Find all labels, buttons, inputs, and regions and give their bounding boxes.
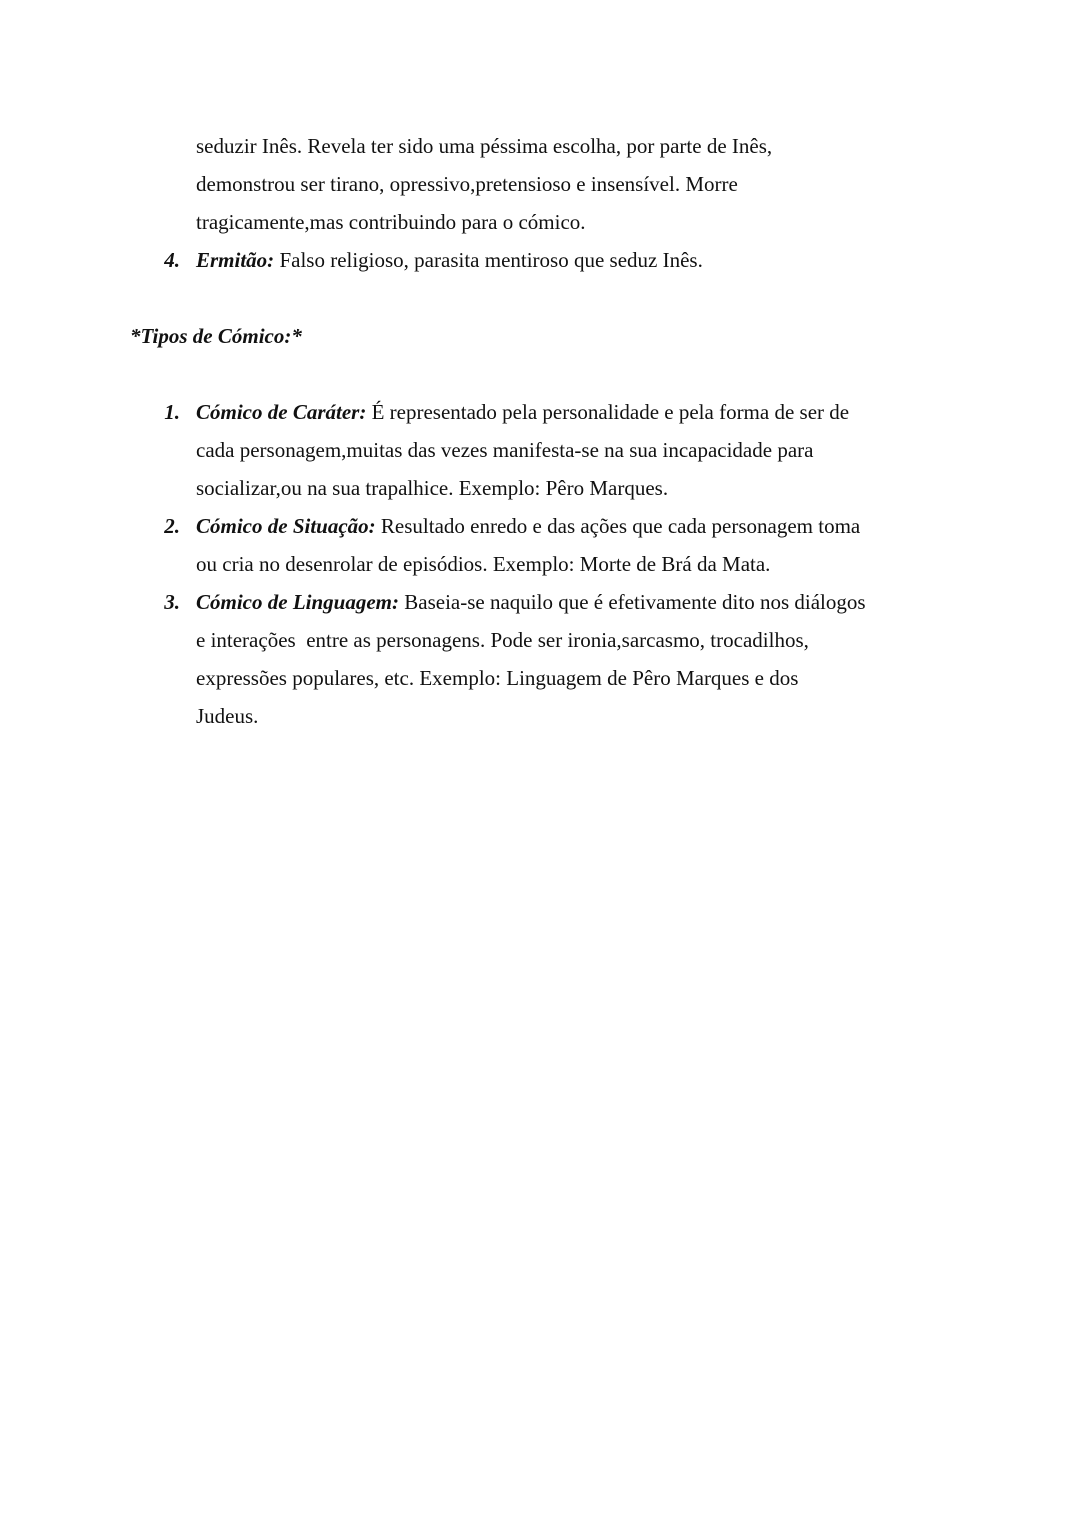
- list-item-text: Resultado enredo e das ações que cada personagem toma: [375, 514, 861, 538]
- list-item-term: Cómico de Situação:: [196, 514, 376, 538]
- list-number: 1.: [164, 400, 180, 424]
- list-item-term: Cómico de Caráter:: [196, 400, 367, 424]
- text-line: socializar,ou na sua trapalhice. Exemplo: Pêro Marques.: [196, 476, 669, 500]
- text-line: demonstrou ser tirano, opressivo,pretensioso e insensível. Morre: [196, 172, 738, 196]
- list-item-comico-linguagem: [196, 583, 866, 621]
- text-line: cada personagem,muitas das vezes manifesta-se na sua incapacidade para: [196, 438, 814, 462]
- list-item-text: Falso religioso, parasita mentiroso que seduz Inês.: [274, 248, 703, 272]
- list-item-text: É representado pela personalidade e pela forma de ser de: [366, 400, 850, 424]
- list-number: 3.: [164, 590, 180, 614]
- text-line: ou cria no desenrolar de episódios. Exemplo: Morte de Brá da Mata.: [196, 552, 771, 576]
- list-number: 2.: [164, 514, 180, 538]
- list-item-term: Ermitão:: [196, 248, 275, 272]
- list-item-term: Cómico de Linguagem:: [196, 590, 399, 614]
- list-item-ermitao: [196, 241, 703, 279]
- text-line: expressões populares, etc. Exemplo: Linguagem de Pêro Marques e dos: [196, 666, 799, 690]
- text-line: seduzir Inês. Revela ter sido uma péssima escolha, por parte de Inês,: [196, 134, 773, 158]
- text-line: tragicamente,mas contribuindo para o cómico.: [196, 210, 586, 234]
- section-heading: *Tipos de Cómico:*: [130, 324, 302, 348]
- list-item-comico-carater: [196, 393, 849, 431]
- list-item-text: Baseia-se naquilo que é efetivamente dito nos diálogos: [399, 590, 866, 614]
- list-number: 4.: [164, 248, 180, 272]
- list-item-comico-situacao: [196, 507, 860, 545]
- text-line: e interações entre as personagens. Pode ser ironia,sarcasmo, trocadilhos,: [196, 628, 809, 652]
- text-line: Judeus.: [196, 704, 259, 728]
